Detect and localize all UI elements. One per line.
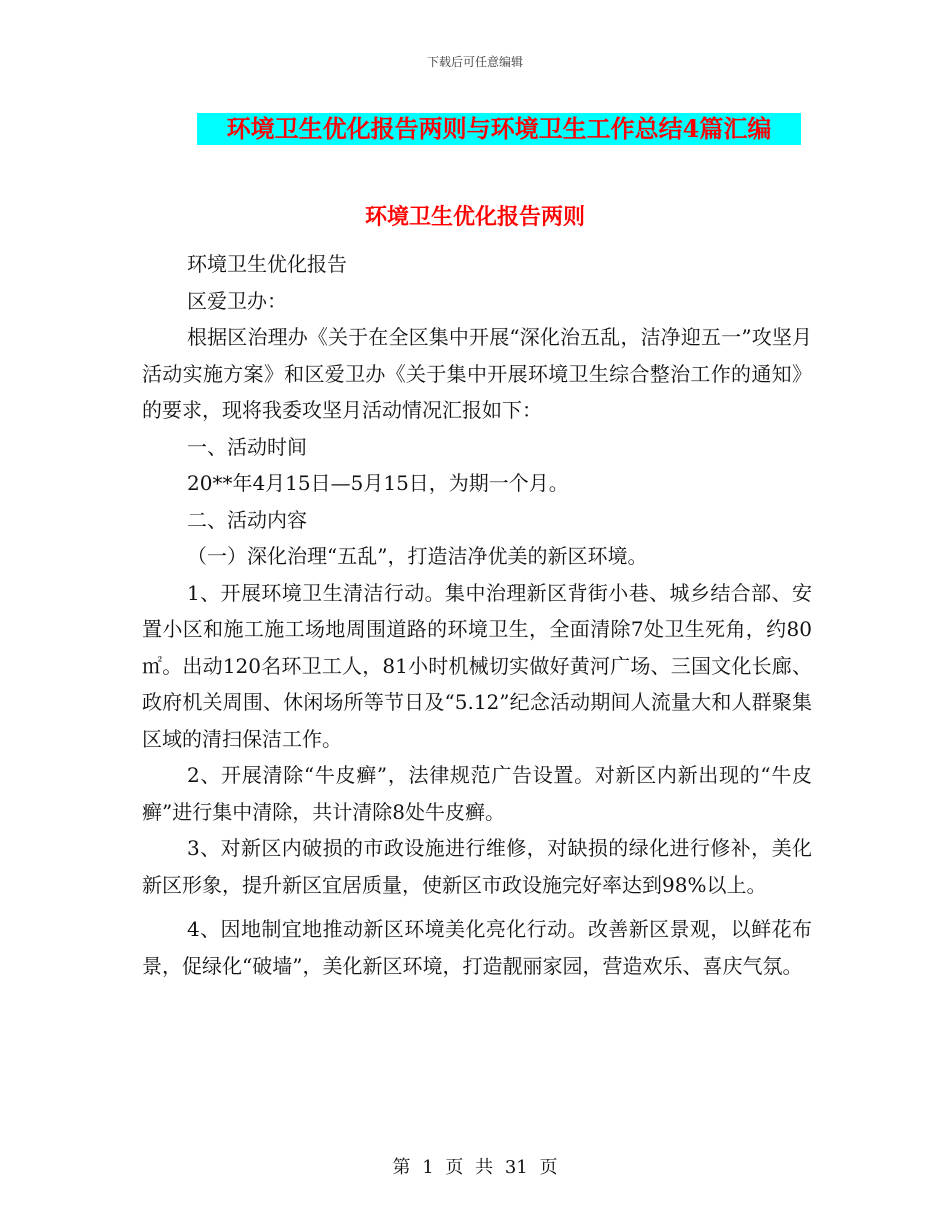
paragraph-heading-content: 二、活动内容 <box>187 507 307 532</box>
paragraph-heading-time: 一、活动时间 <box>187 434 307 459</box>
paragraph-item-3: 3、对新区内破损的市政设施进行维修，对缺损的绿化进行修补，美化新区形象，提升新区宜居质量，使新区市政设施完好率达到98%以上。 <box>142 836 812 897</box>
page-footer: 第 1 页 共 31 页 <box>392 1157 558 1178</box>
sub-title: 环境卫生优化报告两则 <box>364 204 585 230</box>
paragraph-report-title: 环境卫生优化报告 <box>187 252 347 276</box>
main-title: 环境卫生优化报告两则与环境卫生工作总结4篇汇编 <box>197 113 801 145</box>
paragraph-salutation: 区爱卫办： <box>187 288 287 313</box>
paragraph-item-4: 4、因地制宜地推动新区环境美化亮化行动。改善新区景观，以鲜花布景，促绿化“破墙”，美化新区环境，打造靓丽家园，营造欢乐、喜庆气氛。 <box>142 917 812 978</box>
header-note: 下载后可任意编辑 <box>426 55 523 69</box>
document-body <box>142 246 812 984</box>
paragraph-time: 20**年4月15日—5月15日，为期一个月。 <box>187 471 569 495</box>
paragraph-item-1: 1、开展环境卫生清洁行动。集中治理新区背街小巷、城乡结合部、安置小区和施工施工场地周围道路的环境卫生，全面清除7处卫生死角，约80㎡。出动120名环卫工人，81小时机械切实做好黄河广场、三国文化长廊、政府机关周围、休闲场所等节日及“5.12”纪念活动期间人流量大和人群聚集区域的清扫保洁工作。 <box>142 580 812 751</box>
paragraph-subheading-1: （一）深化治理“五乱”，打造洁净优美的新区环境。 <box>187 544 648 568</box>
paragraph-item-2: 2、开展清除“牛皮癣”，法律规范广告设置。对新区内新出现的“牛皮癣”进行集中清除，共计清除8处牛皮癣。 <box>142 763 812 824</box>
paragraph-intro: 根据区治理办《关于在全区集中开展“深化治五乱，洁净迎五一”攻坚月活动实施方案》和区爱卫办《关于集中开展环境卫生综合整治工作的通知》的要求，现将我委攻坚月活动情况汇报如下： <box>142 325 812 422</box>
